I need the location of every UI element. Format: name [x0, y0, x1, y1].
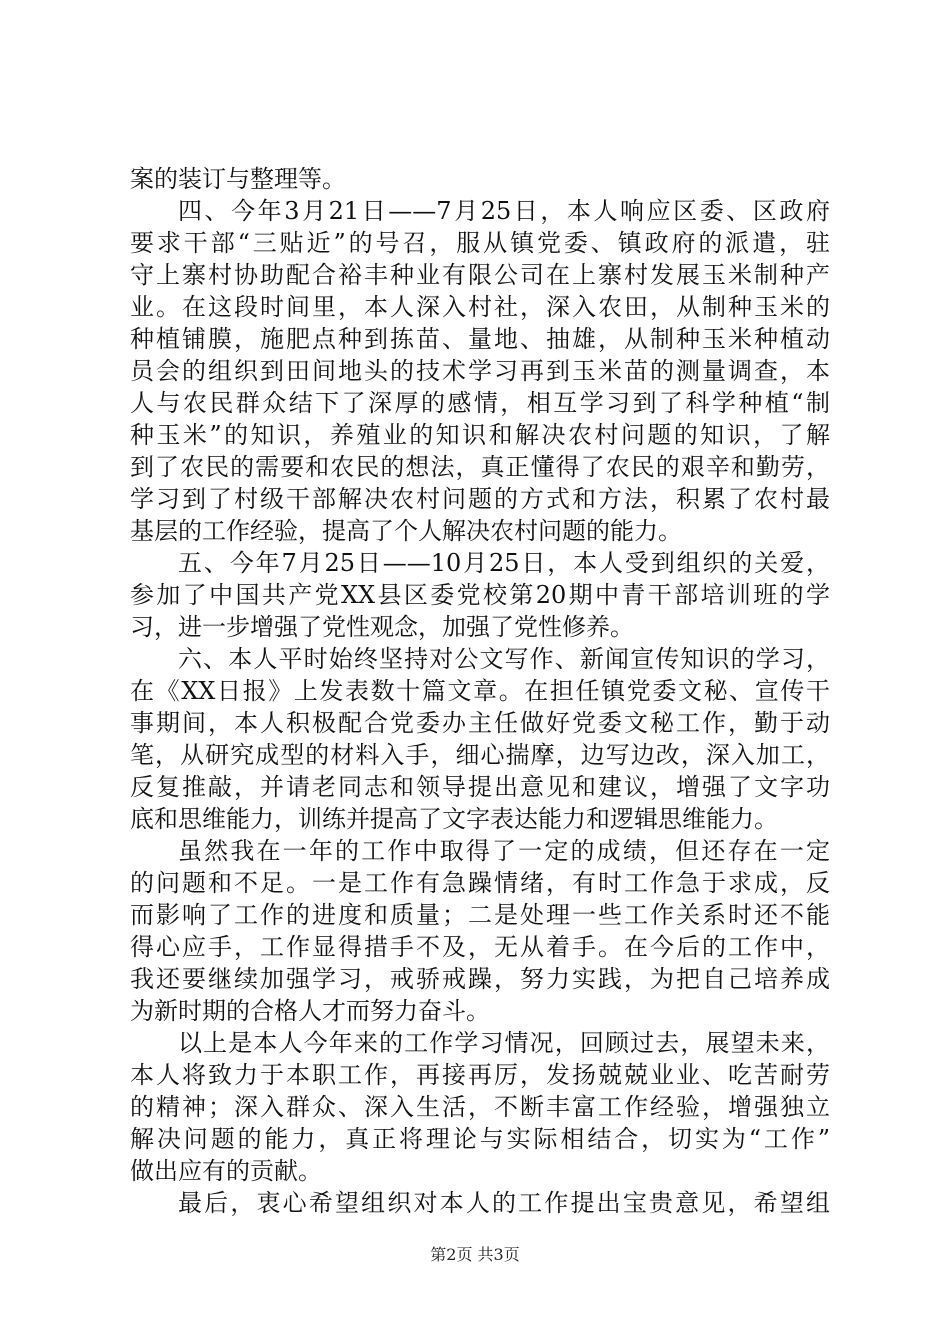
text-line: 底和思维能力，训练并提高了文字表达能力和逻辑思维能力。: [130, 805, 778, 833]
text-line: 而影响了工作的进度和质量；二是处理一些工作关系时还不能: [130, 901, 830, 929]
text-line: 五、今年7月25日——10月25日，本人受到组织的关爱，: [178, 549, 830, 577]
text-line: 反复推敲，并请老同志和领导提出意见和建议，增强了文字功: [130, 773, 830, 801]
text-line: 六、本人平时始终坚持对公文写作、新闻宣传知识的学习，: [178, 645, 830, 673]
text-line: 本人将致力于本职工作，再接再厉，发扬兢兢业业、吃苦耐劳: [130, 1061, 830, 1089]
text-line: 得心应手，工作显得措手不及，无从着手。在今后的工作中，: [130, 933, 830, 961]
text-line: 的问题和不足。一是工作有急躁情绪，有时工作急于求成，反: [130, 869, 830, 897]
text-line: 习，进一步增强了党性观念，加强了党性修养。: [130, 613, 634, 641]
text-line: 基层的工作经验，提高了个人解决农村问题的能力。: [130, 517, 682, 545]
page-footer: 第2页 共3页: [430, 1245, 520, 1264]
text-line: 守上寨村协助配合裕丰种业有限公司在上寨村发展玉米制种产: [130, 261, 830, 289]
text-line: 人与农民群众结下了深厚的感情，相互学习到了科学种植“制: [130, 389, 830, 417]
document-body: [130, 163, 830, 1219]
text-line: 笔，从研究成型的材料入手，细心揣摩，边写边改，深入加工，: [130, 741, 830, 769]
text-line: 最后，衷心希望组织对本人的工作提出宝贵意见，希望组: [178, 1189, 830, 1217]
text-line: 为新时期的合格人才而努力奋斗。: [130, 997, 490, 1025]
text-line: 做出应有的贡献。: [130, 1157, 322, 1185]
text-line: 参加了中国共产党XX县区委党校第20期中青干部培训班的学: [130, 581, 830, 609]
text-line: 业。在这段时间里，本人深入村社，深入农田，从制种玉米的: [130, 293, 830, 321]
text-line: 事期间，本人积极配合党委办主任做好党委文秘工作，勤于动: [130, 709, 830, 737]
text-line: 学习到了村级干部解决农村问题的方式和方法，积累了农村最: [130, 485, 830, 513]
text-line: 要求干部“三贴近”的号召，服从镇党委、镇政府的派遣，驻: [130, 229, 830, 257]
text-line: 种植铺膜，施肥点种到拣苗、量地、抽雄，从制种玉米种植动: [130, 325, 830, 353]
text-line: 的精神；深入群众、深入生活，不断丰富工作经验，增强独立: [130, 1093, 830, 1121]
text-line: 我还要继续加强学习，戒骄戒躁，努力实践，为把自己培养成: [130, 965, 830, 993]
text-line: 以上是本人今年来的工作学习情况，回顾过去，展望未来，: [178, 1029, 830, 1057]
text-line: 虽然我在一年的工作中取得了一定的成绩，但还存在一定: [178, 837, 830, 865]
text-line: 在《XX日报》上发表数十篇文章。在担任镇党委文秘、宣传干: [130, 677, 830, 705]
text-line: 到了农民的需要和农民的想法，真正懂得了农民的艰辛和勤劳，: [130, 453, 830, 481]
text-line: 四、今年3月21日——7月25日，本人响应区委、区政府: [178, 197, 830, 225]
text-line: 解决问题的能力，真正将理论与实际相结合，切实为“工作”: [130, 1125, 830, 1153]
text-line: 种玉米”的知识，养殖业的知识和解决农村问题的知识，了解: [130, 421, 830, 449]
text-line: 案的装订与整理等。: [130, 165, 346, 193]
text-line: 员会的组织到田间地头的技术学习再到玉米苗的测量调查，本: [130, 357, 830, 385]
